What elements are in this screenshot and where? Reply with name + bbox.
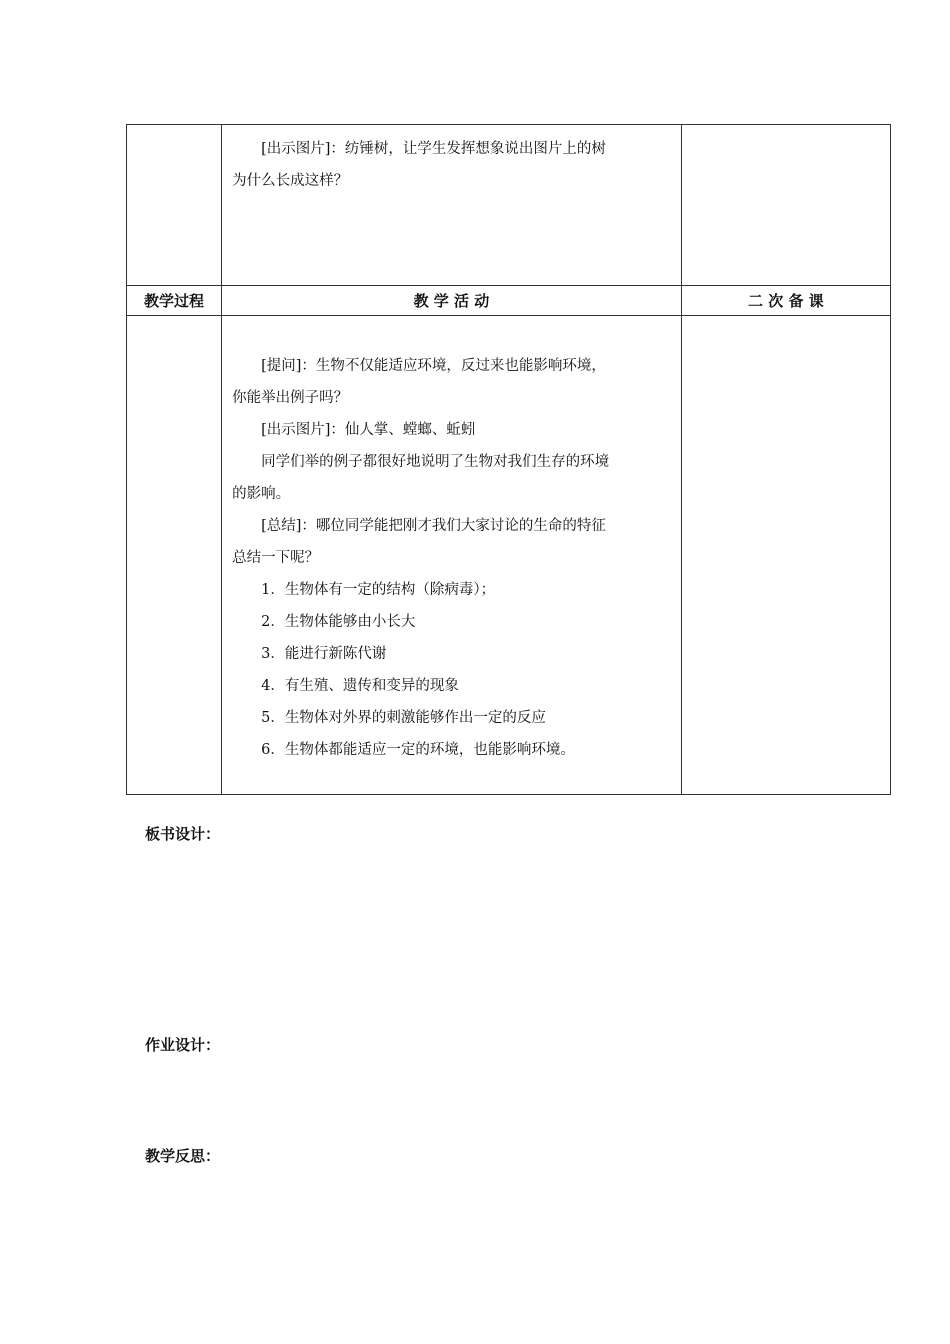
list-item: 3．能进行新陈代谢	[261, 646, 387, 662]
process-cell-top	[127, 125, 222, 286]
header-second-prep: 二 次 备 课	[681, 286, 890, 316]
activity-cell-top	[222, 125, 682, 286]
examples-line-1: 同学们举的例子都很好地说明了生物对我们生存的环境	[261, 454, 610, 470]
process-cell-main	[127, 316, 222, 795]
table-row-top	[127, 125, 891, 286]
second-prep-cell-top	[681, 125, 890, 286]
question-line-1: [提问]：生物不仅能适应环境，反过来也能影响环境，	[261, 358, 606, 374]
top-line-1: [出示图片]：纺锤树，让学生发挥想象说出图片上的树	[261, 141, 606, 157]
summary-line-2: 总结一下呢？	[232, 550, 320, 566]
top-line-2: 为什么长成这样？	[232, 173, 349, 189]
header-process: 教学过程	[127, 286, 222, 316]
summary-line-1: [总结]：哪位同学能把刚才我们大家讨论的生命的特征	[261, 518, 606, 534]
board-design-heading: 板书设计：	[145, 825, 221, 843]
question-line-2: 你能举出例子吗？	[232, 390, 349, 406]
table-header-row	[127, 286, 891, 316]
homework-design-heading: 作业设计：	[145, 1036, 221, 1054]
second-prep-cell-main	[681, 316, 890, 795]
list-item: 1．生物体有一定的结构（除病毒）；	[261, 582, 496, 598]
table-row-main	[127, 316, 891, 795]
list-item: 4．有生殖、遗传和变异的现象	[261, 678, 459, 694]
header-activity: 教 学 活 动	[222, 286, 682, 316]
list-item: 6．生物体都能适应一定的环境，也能影响环境。	[261, 742, 575, 758]
teaching-reflection-heading: 教学反思：	[145, 1147, 221, 1165]
show-picture-line: [出示图片]：仙人掌、螳螂、蚯蚓	[261, 422, 476, 438]
list-item: 2．生物体能够由小长大	[261, 614, 416, 630]
examples-line-2: 的影响。	[232, 486, 291, 502]
activity-cell-main	[222, 316, 682, 795]
list-item: 5．生物体对外界的刺激能够作出一定的反应	[261, 710, 546, 726]
lesson-table	[126, 124, 891, 795]
